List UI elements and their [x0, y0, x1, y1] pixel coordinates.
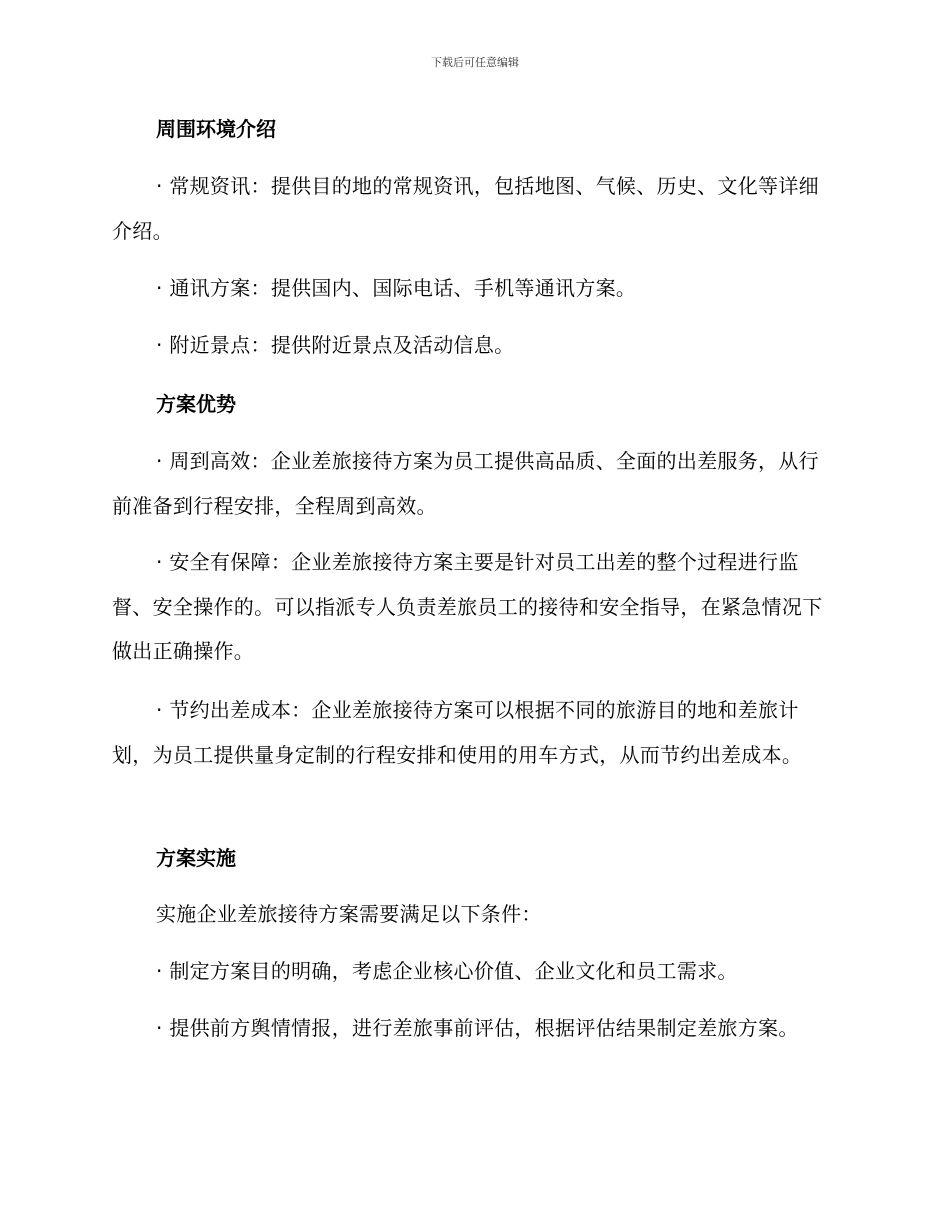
paragraph-define-goals: · 制定方案目的明确，考虑企业核心价值、企业文化和员工需求。: [156, 959, 738, 983]
paragraph-communication: · 通讯方案：提供国内、国际电话、手机等通讯方案。: [156, 276, 637, 300]
paragraph-implementation-intro: 实施企业差旅接待方案需要满足以下条件：: [156, 902, 542, 926]
paragraph-nearby-attractions: · 附近景点：提供附近景点及活动信息。: [156, 333, 515, 357]
paragraph-cost-saving: · 节约出差成本：企业差旅接待方案可以根据不同的旅游目的地和差旅计划，为员工提供量身定制的行程安排和使用的用车方式，从而节约出差成本。: [112, 698, 803, 767]
section-heading-implementation: 方案实施: [156, 846, 236, 870]
paragraph-pre-assessment: · 提供前方舆情情报，进行差旅事前评估，根据评估结果制定差旅方案。: [156, 1016, 799, 1040]
section-heading-surroundings: 周围环境介绍: [156, 117, 276, 141]
paragraph-safety: · 安全有保障：企业差旅接待方案主要是针对员工出差的整个过程进行监督、安全操作的。可以指派专人负责差旅员工的接待和安全指导，在紧急情况下做出正确操作。: [112, 550, 823, 663]
page-header: 下载后可任意编辑: [431, 56, 519, 69]
section-heading-advantages: 方案优势: [156, 392, 236, 416]
paragraph-general-info: · 常规资讯：提供目的地的常规资讯，包括地图、气候、历史、文化等详细介绍。: [112, 174, 819, 243]
paragraph-efficient: · 周到高效：企业差旅接待方案为员工提供高品质、全面的出差服务，从行前准备到行程安排，全程周到高效。: [112, 449, 819, 518]
